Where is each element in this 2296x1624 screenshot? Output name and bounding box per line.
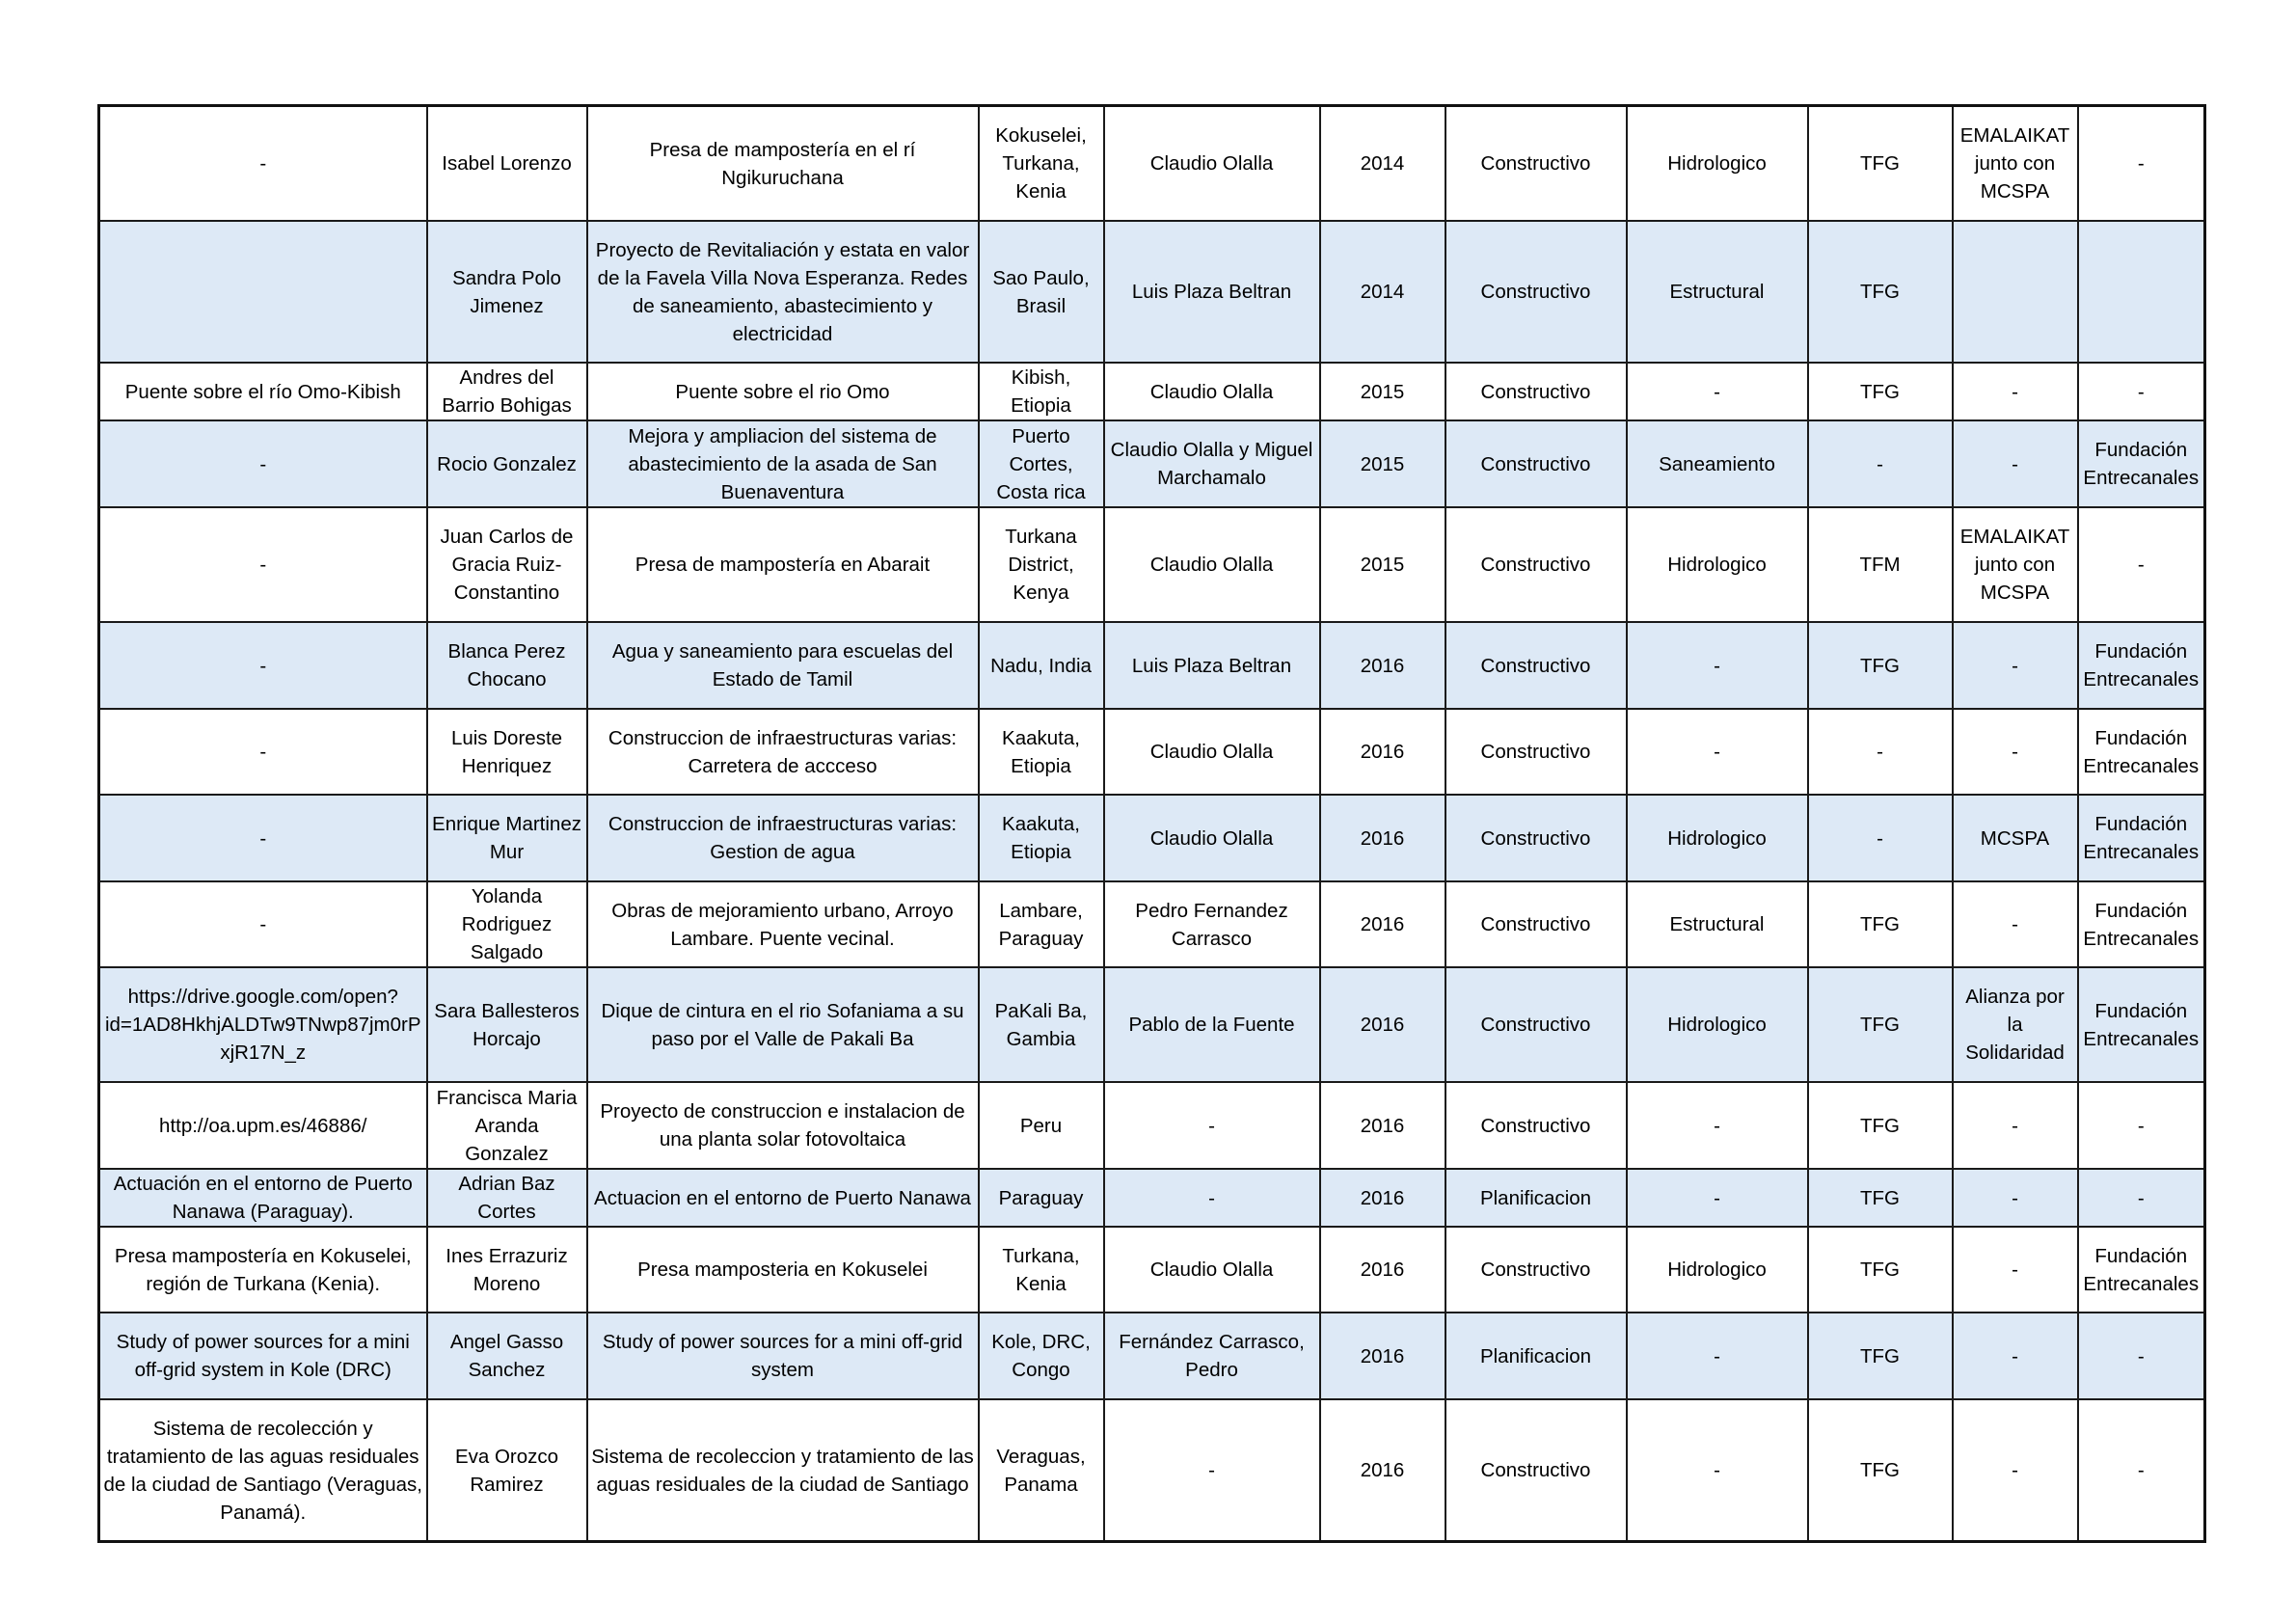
cell-type: Planificacion [1445, 1313, 1627, 1399]
table-row [99, 967, 2205, 1082]
cell-year: 2015 [1320, 507, 1445, 622]
cell-partner: EMALAIKAT junto con MCSPA [1953, 106, 2078, 222]
cell-title: Study of power sources for a mini off-grid system [587, 1313, 979, 1399]
cell-title: Dique de cintura en el rio Sofaniama a su paso por el Valle de Pakali Ba [587, 967, 979, 1082]
projects-table [97, 104, 2206, 1543]
table-row [99, 221, 2205, 363]
cell-year: 2016 [1320, 622, 1445, 709]
cell-title: Actuacion en el entorno de Puerto Nanawa [587, 1169, 979, 1227]
cell-partner: - [1953, 622, 2078, 709]
cell-degree: TFG [1808, 881, 1953, 967]
cell-title: Presa de mampostería en Abarait [587, 507, 979, 622]
cell-funding: - [2078, 363, 2205, 420]
cell-tutor: Claudio Olalla [1104, 363, 1320, 420]
cell-degree: - [1808, 420, 1953, 507]
cell-project-link: - [99, 881, 427, 967]
cell-funding: Fundación Entrecanales [2078, 881, 2205, 967]
cell-type: Constructivo [1445, 622, 1627, 709]
cell-type: Constructivo [1445, 1082, 1627, 1169]
cell-funding: Fundación Entrecanales [2078, 420, 2205, 507]
cell-partner [1953, 221, 2078, 363]
cell-location: Kaakuta, Etiopia [979, 709, 1104, 795]
cell-category: - [1627, 1082, 1808, 1169]
cell-location: Turkana District, Kenya [979, 507, 1104, 622]
cell-year: 2014 [1320, 106, 1445, 222]
cell-project-link: https://drive.google.com/open?id=1AD8HkhjALDTw9TNwp87jm0rPxjR17N_z [99, 967, 427, 1082]
cell-student: Ines Errazuriz Moreno [427, 1227, 587, 1313]
cell-year: 2015 [1320, 363, 1445, 420]
cell-location: Puerto Cortes, Costa rica [979, 420, 1104, 507]
cell-tutor: - [1104, 1169, 1320, 1227]
cell-degree: TFG [1808, 363, 1953, 420]
cell-degree: TFG [1808, 967, 1953, 1082]
cell-tutor: - [1104, 1082, 1320, 1169]
cell-funding: - [2078, 507, 2205, 622]
cell-partner: MCSPA [1953, 795, 2078, 881]
cell-category: Estructural [1627, 221, 1808, 363]
cell-funding: - [2078, 1082, 2205, 1169]
cell-student: Yolanda Rodriguez Salgado [427, 881, 587, 967]
table-row [99, 363, 2205, 420]
cell-partner: - [1953, 709, 2078, 795]
cell-project-link: Sistema de recolección y tratamiento de las aguas residuales de la ciudad de Santiago (Veraguas, Panamá). [99, 1399, 427, 1542]
cell-student: Enrique Martinez Mur [427, 795, 587, 881]
cell-degree: TFG [1808, 1227, 1953, 1313]
cell-title: Sistema de recoleccion y tratamiento de las aguas residuales de la ciudad de Santiago [587, 1399, 979, 1542]
spreadsheet-page [97, 104, 2203, 1543]
cell-year: 2016 [1320, 1313, 1445, 1399]
cell-title: Proyecto de construccion e instalacion de una planta solar fotovoltaica [587, 1082, 979, 1169]
cell-type: Constructivo [1445, 1399, 1627, 1542]
cell-student: Blanca Perez Chocano [427, 622, 587, 709]
cell-partner: - [1953, 363, 2078, 420]
cell-year: 2015 [1320, 420, 1445, 507]
cell-funding: Fundación Entrecanales [2078, 1227, 2205, 1313]
cell-partner: - [1953, 1169, 2078, 1227]
cell-funding: - [2078, 1169, 2205, 1227]
cell-funding [2078, 221, 2205, 363]
cell-partner: EMALAIKAT junto con MCSPA [1953, 507, 2078, 622]
cell-type: Constructivo [1445, 967, 1627, 1082]
cell-category: - [1627, 1313, 1808, 1399]
cell-funding: - [2078, 1399, 2205, 1542]
cell-year: 2016 [1320, 709, 1445, 795]
cell-tutor: Claudio Olalla y Miguel Marchamalo [1104, 420, 1320, 507]
cell-title: Construccion de infraestructuras varias: Carretera de accceso [587, 709, 979, 795]
cell-project-link: - [99, 507, 427, 622]
cell-category: - [1627, 1399, 1808, 1542]
cell-year: 2016 [1320, 795, 1445, 881]
table-row [99, 1169, 2205, 1227]
cell-category: Hidrologico [1627, 507, 1808, 622]
cell-location: Veraguas, Panama [979, 1399, 1104, 1542]
cell-tutor: Claudio Olalla [1104, 106, 1320, 222]
table-row [99, 622, 2205, 709]
cell-project-link [99, 221, 427, 363]
cell-tutor: Pablo de la Fuente [1104, 967, 1320, 1082]
cell-title: Puente sobre el rio Omo [587, 363, 979, 420]
cell-partner: - [1953, 1313, 2078, 1399]
cell-project-link: Actuación en el entorno de Puerto Nanawa (Paraguay). [99, 1169, 427, 1227]
table-row [99, 1313, 2205, 1399]
cell-funding: Fundación Entrecanales [2078, 709, 2205, 795]
cell-partner: - [1953, 420, 2078, 507]
cell-student: Isabel Lorenzo [427, 106, 587, 222]
cell-project-link: - [99, 795, 427, 881]
cell-title: Agua y saneamiento para escuelas del Estado de Tamil [587, 622, 979, 709]
table-body [99, 106, 2205, 1542]
cell-project-link: - [99, 709, 427, 795]
cell-student: Juan Carlos de Gracia Ruiz-Constantino [427, 507, 587, 622]
cell-tutor: Fernández Carrasco, Pedro [1104, 1313, 1320, 1399]
cell-category: - [1627, 622, 1808, 709]
cell-project-link: http://oa.upm.es/46886/ [99, 1082, 427, 1169]
cell-student: Andres del Barrio Bohigas [427, 363, 587, 420]
cell-category: - [1627, 1169, 1808, 1227]
cell-degree: - [1808, 795, 1953, 881]
cell-project-link: Study of power sources for a mini off-grid system in Kole (DRC) [99, 1313, 427, 1399]
cell-type: Constructivo [1445, 1227, 1627, 1313]
cell-degree: TFG [1808, 1313, 1953, 1399]
cell-degree: TFG [1808, 1082, 1953, 1169]
cell-type: Constructivo [1445, 106, 1627, 222]
cell-partner: - [1953, 1082, 2078, 1169]
cell-degree: TFG [1808, 622, 1953, 709]
table-row [99, 1227, 2205, 1313]
cell-location: Sao Paulo, Brasil [979, 221, 1104, 363]
cell-tutor: - [1104, 1399, 1320, 1542]
cell-location: Kole, DRC, Congo [979, 1313, 1104, 1399]
cell-location: Lambare, Paraguay [979, 881, 1104, 967]
cell-location: Turkana, Kenia [979, 1227, 1104, 1313]
cell-tutor: Claudio Olalla [1104, 1227, 1320, 1313]
cell-degree: TFM [1808, 507, 1953, 622]
cell-project-link: - [99, 106, 427, 222]
cell-tutor: Claudio Olalla [1104, 507, 1320, 622]
cell-degree: TFG [1808, 221, 1953, 363]
cell-student: Sara Ballesteros Horcajo [427, 967, 587, 1082]
cell-year: 2016 [1320, 881, 1445, 967]
table-row [99, 1399, 2205, 1542]
cell-type: Constructivo [1445, 507, 1627, 622]
cell-student: Adrian Baz Cortes [427, 1169, 587, 1227]
cell-category: Hidrologico [1627, 967, 1808, 1082]
cell-year: 2016 [1320, 1227, 1445, 1313]
cell-year: 2016 [1320, 1082, 1445, 1169]
cell-funding: Fundación Entrecanales [2078, 967, 2205, 1082]
cell-category: - [1627, 363, 1808, 420]
cell-category: Hidrologico [1627, 795, 1808, 881]
cell-funding: Fundación Entrecanales [2078, 795, 2205, 881]
cell-location: Kibish, Etiopia [979, 363, 1104, 420]
cell-project-link: Presa mampostería en Kokuselei, región de Turkana (Kenia). [99, 1227, 427, 1313]
cell-degree: TFG [1808, 106, 1953, 222]
cell-tutor: Claudio Olalla [1104, 795, 1320, 881]
cell-tutor: Pedro Fernandez Carrasco [1104, 881, 1320, 967]
cell-funding: - [2078, 106, 2205, 222]
cell-title: Presa de mampostería en el rí Ngikuruchana [587, 106, 979, 222]
cell-location: Kaakuta, Etiopia [979, 795, 1104, 881]
cell-type: Constructivo [1445, 221, 1627, 363]
cell-title: Presa mamposteria en Kokuselei [587, 1227, 979, 1313]
cell-student: Angel Gasso Sanchez [427, 1313, 587, 1399]
cell-partner: - [1953, 1227, 2078, 1313]
cell-category: Hidrologico [1627, 106, 1808, 222]
cell-degree: TFG [1808, 1169, 1953, 1227]
cell-year: 2016 [1320, 967, 1445, 1082]
cell-student: Rocio Gonzalez [427, 420, 587, 507]
cell-title: Construccion de infraestructuras varias: Gestion de agua [587, 795, 979, 881]
cell-partner: - [1953, 1399, 2078, 1542]
cell-year: 2016 [1320, 1169, 1445, 1227]
table-row [99, 420, 2205, 507]
cell-title: Proyecto de Revitaliación y estata en valor de la Favela Villa Nova Esperanza. Redes de saneamiento, abastecimiento y electricidad [587, 221, 979, 363]
cell-location: Paraguay [979, 1169, 1104, 1227]
cell-year: 2014 [1320, 221, 1445, 363]
cell-category: Estructural [1627, 881, 1808, 967]
cell-type: Constructivo [1445, 709, 1627, 795]
cell-type: Planificacion [1445, 1169, 1627, 1227]
table-row [99, 507, 2205, 622]
cell-partner: Alianza por la Solidaridad [1953, 967, 2078, 1082]
table-row [99, 881, 2205, 967]
cell-tutor: Luis Plaza Beltran [1104, 221, 1320, 363]
cell-title: Obras de mejoramiento urbano, Arroyo Lambare. Puente vecinal. [587, 881, 979, 967]
cell-partner: - [1953, 881, 2078, 967]
cell-type: Constructivo [1445, 881, 1627, 967]
cell-category: Hidrologico [1627, 1227, 1808, 1313]
cell-student: Francisca Maria Aranda Gonzalez [427, 1082, 587, 1169]
cell-location: Kokuselei, Turkana, Kenia [979, 106, 1104, 222]
cell-category: - [1627, 709, 1808, 795]
cell-degree: - [1808, 709, 1953, 795]
cell-funding: Fundación Entrecanales [2078, 622, 2205, 709]
table-row [99, 1082, 2205, 1169]
table-row [99, 106, 2205, 222]
cell-funding: - [2078, 1313, 2205, 1399]
cell-location: Peru [979, 1082, 1104, 1169]
cell-type: Constructivo [1445, 363, 1627, 420]
cell-type: Constructivo [1445, 420, 1627, 507]
cell-location: PaKali Ba, Gambia [979, 967, 1104, 1082]
cell-tutor: Luis Plaza Beltran [1104, 622, 1320, 709]
cell-project-link: - [99, 622, 427, 709]
cell-type: Constructivo [1445, 795, 1627, 881]
cell-project-link: Puente sobre el río Omo-Kibish [99, 363, 427, 420]
table-row [99, 709, 2205, 795]
cell-student: Luis Doreste Henriquez [427, 709, 587, 795]
cell-degree: TFG [1808, 1399, 1953, 1542]
cell-title: Mejora y ampliacion del sistema de abastecimiento de la asada de San Buenaventura [587, 420, 979, 507]
cell-project-link: - [99, 420, 427, 507]
cell-tutor: Claudio Olalla [1104, 709, 1320, 795]
cell-student: Sandra Polo Jimenez [427, 221, 587, 363]
cell-category: Saneamiento [1627, 420, 1808, 507]
cell-student: Eva Orozco Ramirez [427, 1399, 587, 1542]
table-row [99, 795, 2205, 881]
cell-year: 2016 [1320, 1399, 1445, 1542]
cell-location: Nadu, India [979, 622, 1104, 709]
